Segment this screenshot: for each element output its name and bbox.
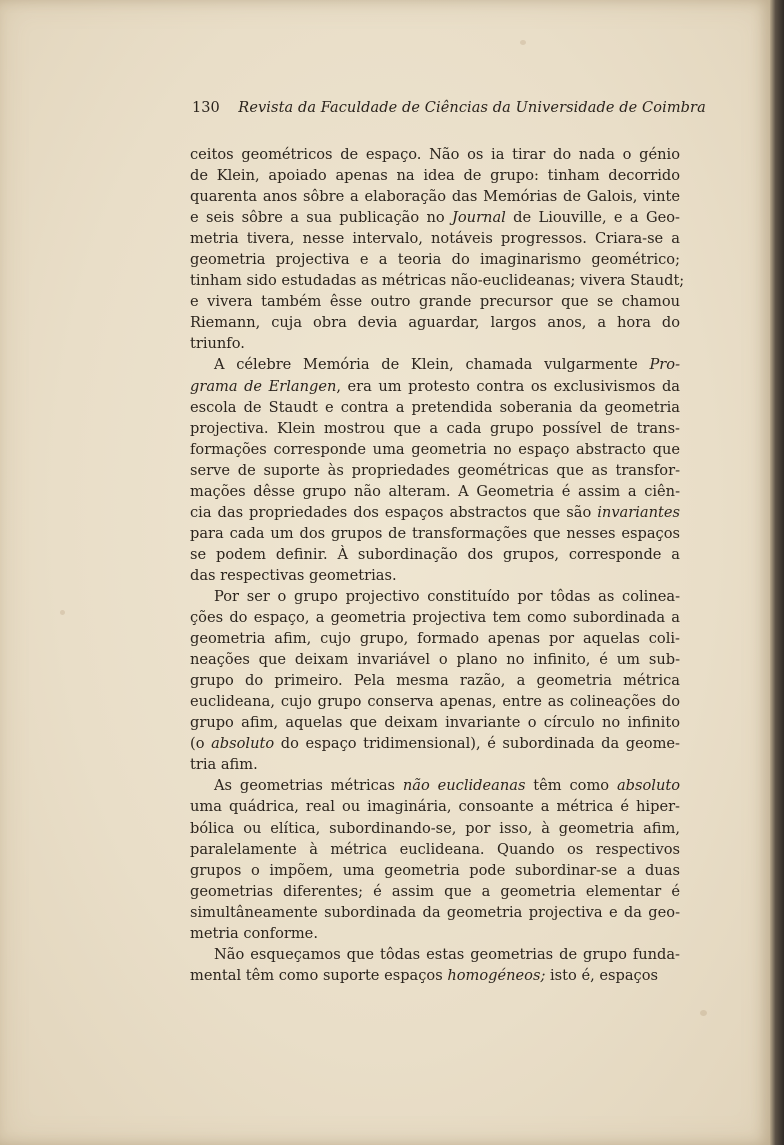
text-segment: triunfo. <box>190 335 245 353</box>
body-text <box>190 144 685 986</box>
text-line <box>190 670 680 691</box>
text-line <box>190 312 680 333</box>
page-edge <box>770 0 784 1145</box>
text-line <box>190 165 680 186</box>
text-line <box>190 397 680 418</box>
text-segment: mações dêsse grupo não alteram. A Geometria é assim a ciên- <box>190 482 680 500</box>
italic-text: Pro- <box>649 356 680 374</box>
text-line <box>190 712 680 733</box>
text-segment: isto é, espaços <box>545 966 658 984</box>
text-segment: Por ser o grupo projectivo constituído por tôdas as colinea- <box>214 587 680 605</box>
text-segment: geometria projectiva e a teoria do imaginarismo geométrico; <box>190 251 680 269</box>
italic-text: não euclideanas <box>402 777 526 795</box>
paragraph <box>190 144 685 354</box>
text-line <box>190 628 680 649</box>
paper-stain <box>520 40 526 45</box>
text-segment: têm como <box>525 777 617 795</box>
text-segment: grupos o impõem, uma geometria pode subordinar-se a duas <box>190 861 680 879</box>
text-line <box>190 502 680 523</box>
text-line <box>190 691 680 712</box>
text-segment: ceitos geométricos de espaço. Não os ia tirar do nada o génio <box>190 146 680 163</box>
italic-text: grama de Erlangen <box>190 377 337 395</box>
text-segment: para cada um dos grupos de transformações que nesses espaços <box>190 524 680 542</box>
text-segment: se podem definir. À subordinação dos grupos, corresponde a <box>190 545 680 563</box>
paragraph <box>190 586 680 775</box>
text-segment: As geometrias métricas <box>214 777 403 795</box>
running-header <box>192 100 706 116</box>
text-segment: escola de Staudt e contra a pretendida soberania da geometria <box>190 398 680 416</box>
text-line <box>190 418 680 439</box>
text-segment: de Liouville, e a Geo- <box>505 209 680 227</box>
text-segment: de Klein, apoiado apenas na idea de grupo: tinham decorrido <box>190 167 680 185</box>
text-line <box>190 207 680 228</box>
text-line <box>190 923 680 944</box>
italic-text: homogéneos; <box>447 966 546 984</box>
text-line <box>190 607 680 628</box>
text-line <box>190 839 680 860</box>
text-segment: do espaço tridimensional), é subordinada da geome- <box>274 735 680 753</box>
text-line <box>190 186 680 207</box>
text-line <box>190 860 680 881</box>
text-segment: quarenta anos sôbre a elaboração das Memórias de Galois, vinte <box>190 188 680 206</box>
text-segment: ções do espaço, a geometria projectiva tem como subordinada a <box>190 609 680 627</box>
text-segment: A célebre Memória de Klein, chamada vulgarmente <box>214 356 650 374</box>
text-segment: serve de suporte às propriedades geométricas que as transfor- <box>190 461 680 479</box>
text-line <box>190 249 680 270</box>
text-segment: tria afim. <box>190 756 258 774</box>
text-segment: geometrias diferentes; é assim que a geometria elementar é <box>190 882 680 900</box>
text-segment: projectiva. Klein mostrou que a cada grupo possível de trans- <box>190 419 680 437</box>
text-segment: grupo do primeiro. Pela mesma razão, a geometria métrica <box>190 672 680 690</box>
text-line <box>190 796 680 817</box>
text-line <box>190 228 680 249</box>
text-segment: e seis sôbre a sua publicação no <box>190 209 453 227</box>
text-line <box>190 481 680 502</box>
italic-text: invariantes <box>597 503 680 521</box>
paragraph <box>190 775 680 943</box>
text-segment: cia das propriedades dos espaços abstractos que são <box>190 503 598 521</box>
text-line <box>190 818 680 839</box>
paper-stain <box>700 1010 707 1016</box>
text-line <box>190 944 680 965</box>
text-segment: Não esqueçamos que tôdas estas geometrias de grupo funda- <box>214 945 680 963</box>
text-line <box>190 523 680 544</box>
text-line <box>190 565 680 586</box>
text-segment: geometria afim, cujo grupo, formado apenas por aquelas coli- <box>190 630 680 648</box>
text-line <box>190 333 680 354</box>
text-line <box>190 775 680 796</box>
italic-text: absoluto <box>211 735 275 753</box>
italic-text: absoluto <box>616 777 680 795</box>
paragraph <box>190 944 680 986</box>
text-segment: metria conforme. <box>190 924 318 942</box>
text-segment: , era um protesto contra os exclusivismos da <box>336 377 681 395</box>
text-line <box>190 354 680 375</box>
text-line <box>190 544 680 565</box>
page-number: 130 <box>192 100 220 116</box>
text-line <box>190 586 680 607</box>
text-line <box>190 376 680 397</box>
text-segment: paralelamente à métrica euclideana. Quando os respectivos <box>190 840 680 858</box>
text-segment: uma quádrica, real ou imaginária, consoante a métrica é hiper- <box>190 798 680 816</box>
text-segment: grupo afim, aquelas que deixam invariante o círculo no infinito <box>190 714 680 732</box>
paper-stain <box>60 610 65 615</box>
text-line <box>190 754 680 775</box>
text-segment: Riemann, cuja obra devia aguardar, largos anos, a hora do <box>190 314 680 332</box>
text-line <box>190 460 680 481</box>
text-segment: e vivera também êsse outro grande precursor que se chamou <box>190 293 680 311</box>
text-line <box>190 270 685 291</box>
text-line <box>190 291 680 312</box>
text-segment: metria tivera, nesse intervalo, notáveis progressos. Criara-se a <box>190 230 680 248</box>
text-segment: mental têm como suporte espaços <box>190 966 448 984</box>
text-line <box>190 439 680 460</box>
text-segment: euclideana, cujo grupo conserva apenas, entre as colineações do <box>190 693 680 711</box>
text-line <box>190 881 680 902</box>
text-segment: simultâneamente subordinada da geometria projectiva e da geo- <box>190 903 680 921</box>
text-segment: neações que deixam invariável o plano no infinito, é um sub- <box>190 651 680 669</box>
paragraph <box>190 354 680 586</box>
text-line <box>190 144 680 165</box>
italic-text: Journal <box>452 209 506 227</box>
text-segment: (o <box>190 735 212 753</box>
text-line <box>190 902 680 923</box>
text-segment: formações corresponde uma geometria no espaço abstracto que <box>190 440 680 458</box>
text-line <box>190 649 680 670</box>
text-line <box>190 965 680 986</box>
text-line <box>190 733 680 754</box>
text-segment: das respectivas geometrias. <box>190 566 397 584</box>
journal-title: Revista da Faculdade de Ciências da Universidade de Coimbra <box>238 100 706 116</box>
text-segment: bólica ou elítica, subordinando-se, por isso, à geometria afim, <box>190 819 680 837</box>
text-segment: tinham sido estudadas as métricas não-euclideanas; vivera Staudt; <box>190 272 685 290</box>
